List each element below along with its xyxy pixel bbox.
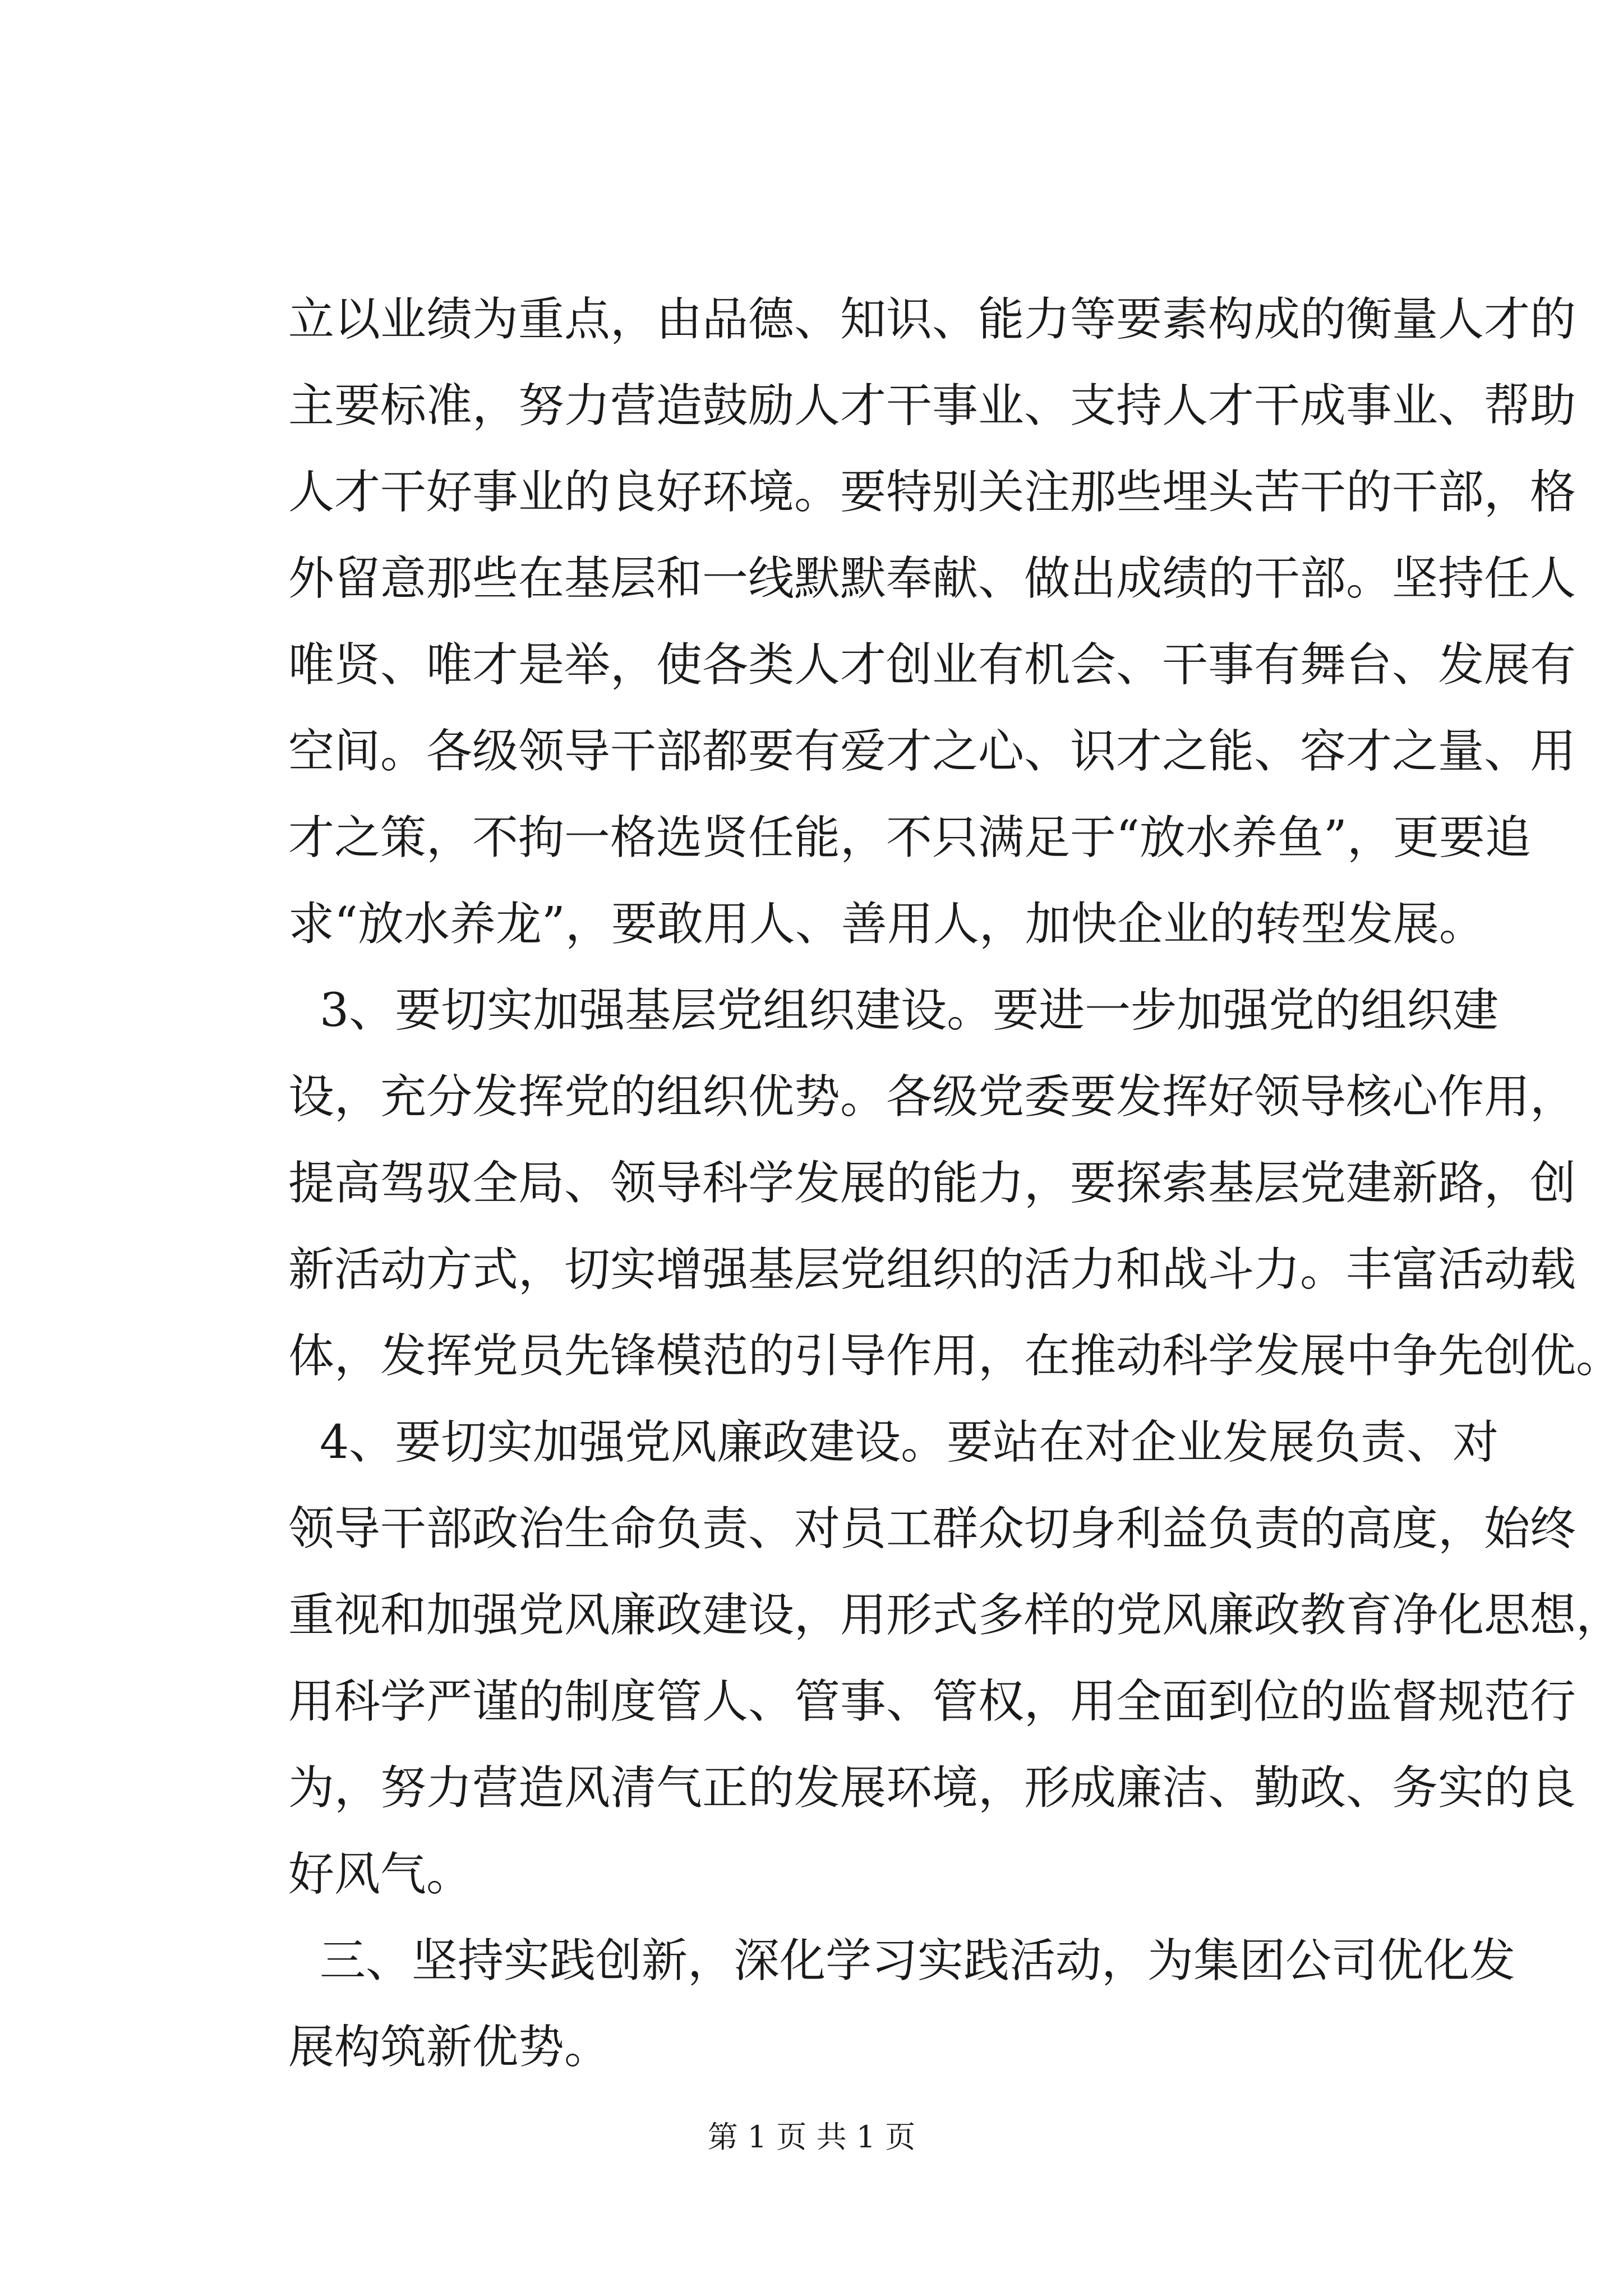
paragraph-line: 人才干好事业的良好环境。要特别关注那些埋头苦干的干部，格	[288, 466, 1576, 519]
paragraph-line: 空间。各级领导干部都要有爱才之心、识才之能、容才之量、用	[288, 725, 1576, 778]
paragraph-line: 立以业绩为重点，由品德、知识、能力等要素构成的衡量人才的	[288, 293, 1576, 346]
paragraph-line: 3、要切实加强基层党组织建设。要进一步加强党的组织建	[320, 984, 1499, 1037]
paragraph-line: 为，努力营造风清气正的发展环境，形成廉洁、勤政、务实的良	[288, 1761, 1576, 1815]
paragraph-line: 体，发挥党员先锋模范的引导作用，在推动科学发展中争先创优。	[288, 1329, 1622, 1383]
paragraph-line: 好风气。	[288, 1848, 473, 1901]
paragraph-line: 新活动方式，切实增强基层党组织的活力和战斗力。丰富活动载	[288, 1243, 1576, 1296]
paragraph-line: 外留意那些在基层和一线默默奉献、做出成绩的干部。坚持任人	[288, 552, 1576, 605]
paragraph-line: 才之策，不拘一格选贤任能，不只满足于“放水养鱼”，更要追	[288, 811, 1531, 864]
paragraph-line: 三、坚持实践创新，深化学习实践活动，为集团公司优化发	[320, 1934, 1516, 1987]
paragraph-line: 提高驾驭全局、领导科学发展的能力，要探索基层党建新路，创	[288, 1157, 1576, 1210]
paragraph-line: 用科学严谨的制度管人、管事、管权，用全面到位的监督规范行	[288, 1675, 1576, 1728]
paragraph-line: 主要标准，努力营造鼓励人才干事业、支持人才干成事业、帮助	[288, 379, 1576, 432]
page-footer: 第 1 页 共 1 页	[707, 2119, 916, 2155]
paragraph-line: 展构筑新优势。	[288, 2021, 611, 2074]
paragraph-line: 唯贤、唯才是举，使各类人才创业有机会、干事有舞台、发展有	[288, 638, 1576, 692]
paragraph-line: 重视和加强党风廉政建设，用形式多样的党风廉政教育净化思想，	[288, 1589, 1622, 1642]
paragraph-line: 4、要切实加强党风廉政建设。要站在对企业发展负责、对	[320, 1416, 1499, 1469]
paragraph-line: 领导干部政治生命负责、对员工群众切身利益负责的高度，始终	[288, 1502, 1576, 1556]
paragraph-line: 求“放水养龙”，要敢用人、善用人，加快企业的转型发展。	[288, 898, 1485, 951]
paragraph-line: 设，充分发挥党的组织优势。各级党委要发挥好领导核心作用，	[288, 1070, 1576, 1124]
